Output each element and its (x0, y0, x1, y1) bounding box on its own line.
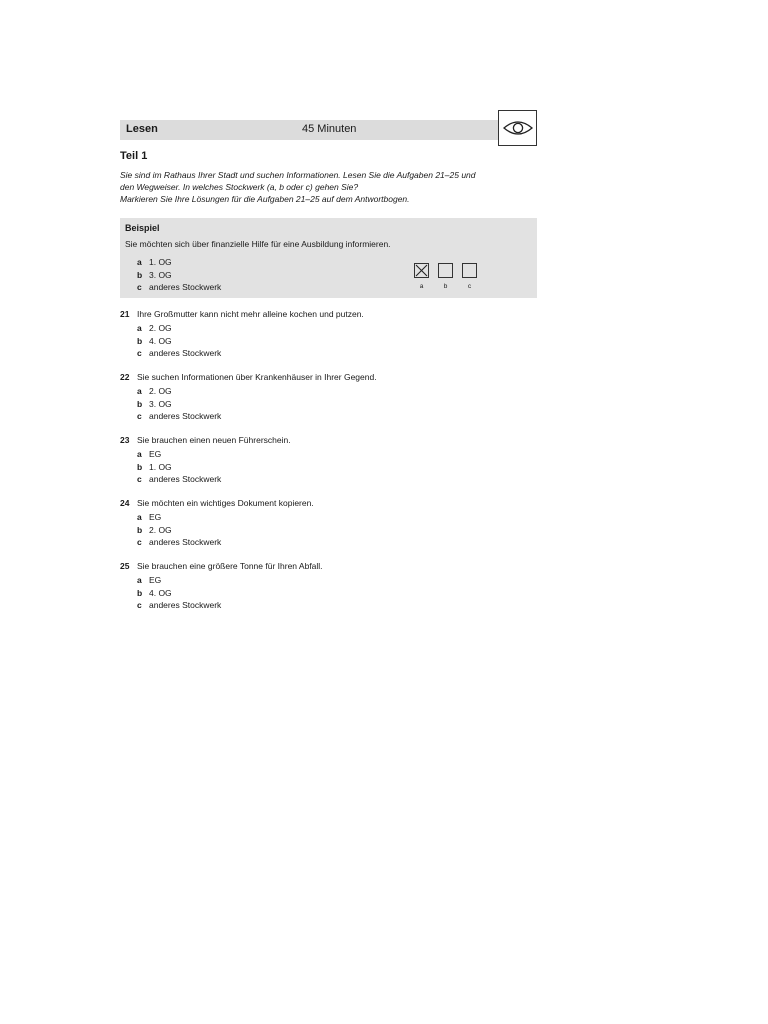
instruction-line: Markieren Sie Ihre Lösungen für die Aufgaben 21–25 auf dem Antwortbogen. (120, 194, 410, 204)
option-letter: a (137, 257, 142, 267)
option-letter: c (137, 600, 142, 610)
option-text: anderes Stockwerk (149, 348, 222, 358)
instruction-line: den Wegweiser. In welches Stockwerk (a, b oder c) gehen Sie? (120, 182, 359, 192)
option-letter: a (137, 386, 142, 396)
option-text: 3. OG (149, 398, 172, 409)
option-row (137, 347, 520, 360)
option-letter: c (137, 348, 142, 358)
option-row (137, 256, 221, 269)
option-letter: c (137, 537, 142, 547)
option-text: anderes Stockwerk (149, 282, 222, 292)
option-text: anderes Stockwerk (149, 474, 222, 484)
question-number: 21 (120, 309, 130, 319)
option-letter: a (137, 575, 142, 585)
option-row (137, 511, 520, 524)
option-row (137, 410, 520, 423)
checkbox-label: a (419, 283, 424, 290)
question-options (137, 385, 520, 423)
question-text: Sie brauchen eine größere Tonne für Ihren Abfall. (137, 561, 323, 571)
instruction-line: Sie sind im Rathaus Ihrer Stadt und suchen Informationen. Lesen Sie die Aufgaben 21–25 und (120, 170, 476, 180)
eye-icon (502, 119, 534, 137)
option-text: EG (149, 449, 162, 459)
option-letter: b (137, 335, 143, 346)
question-options (137, 574, 520, 612)
option-row (137, 461, 520, 474)
question-options (137, 322, 520, 360)
option-row (137, 322, 520, 335)
question-number: 25 (120, 561, 130, 571)
question-22 (120, 371, 520, 423)
example-title: Beispiel (125, 223, 160, 233)
option-text: 2. OG (149, 386, 172, 396)
question-text: Ihre Großmutter kann nicht mehr alleine kochen und putzen. (137, 309, 364, 319)
option-letter: b (137, 269, 143, 280)
question-24 (120, 497, 520, 549)
option-text: 2. OG (149, 323, 172, 333)
option-text: EG (149, 512, 162, 522)
option-row (137, 524, 520, 537)
option-text: 4. OG (149, 335, 172, 346)
option-letter: b (137, 524, 143, 535)
option-text: 3. OG (149, 269, 172, 280)
option-letter: b (137, 461, 143, 472)
option-letter: b (137, 398, 143, 409)
question-number: 24 (120, 498, 130, 508)
option-text: anderes Stockwerk (149, 411, 222, 421)
instructions (120, 169, 520, 205)
option-text: anderes Stockwerk (149, 600, 222, 610)
option-letter: b (137, 587, 143, 598)
question-text: Sie suchen Informationen über Krankenhäuser in Ihrer Gegend. (137, 372, 377, 382)
checkbox-label: b (443, 283, 448, 290)
option-row (137, 269, 221, 282)
checkbox-a-checked[interactable] (414, 263, 429, 278)
option-row (137, 398, 520, 411)
option-row (137, 574, 520, 587)
option-letter: c (137, 282, 142, 292)
option-row (137, 473, 520, 486)
option-row (137, 587, 520, 600)
question-text: Sie brauchen einen neuen Führerschein. (137, 435, 291, 445)
option-row (137, 335, 520, 348)
option-text: anderes Stockwerk (149, 537, 222, 547)
question-text: Sie möchten ein wichtiges Dokument kopieren. (137, 498, 314, 508)
section-header-bar (120, 120, 498, 140)
option-text: 1. OG (149, 257, 172, 267)
question-21 (120, 308, 520, 360)
option-text: 1. OG (149, 461, 172, 472)
question-number: 23 (120, 435, 130, 445)
question-options (137, 448, 520, 486)
option-row (137, 448, 520, 461)
question-23 (120, 434, 520, 486)
example-box (120, 218, 537, 298)
option-text: EG (149, 575, 162, 585)
section-title: Lesen (126, 123, 158, 135)
option-letter: c (137, 411, 142, 421)
part-title: Teil 1 (120, 150, 148, 162)
question-25 (120, 560, 520, 612)
option-row (137, 536, 520, 549)
example-options (137, 256, 221, 294)
option-letter: a (137, 449, 142, 459)
checkbox-b[interactable] (438, 263, 453, 278)
option-text: 2. OG (149, 524, 172, 535)
checkbox-c[interactable] (462, 263, 477, 278)
example-question: Sie möchten sich über finanzielle Hilfe für eine Ausbildung informieren. (125, 239, 391, 249)
option-letter: c (137, 474, 142, 484)
cross-mark-icon (415, 264, 428, 277)
option-text: 4. OG (149, 587, 172, 598)
option-row (137, 281, 221, 294)
option-letter: a (137, 323, 142, 333)
option-row (137, 599, 520, 612)
question-options (137, 511, 520, 549)
option-row (137, 385, 520, 398)
option-letter: a (137, 512, 142, 522)
eye-icon-box (498, 110, 537, 146)
checkbox-label: c (467, 283, 472, 290)
time-limit: 45 Minuten (302, 123, 357, 135)
question-number: 22 (120, 372, 130, 382)
